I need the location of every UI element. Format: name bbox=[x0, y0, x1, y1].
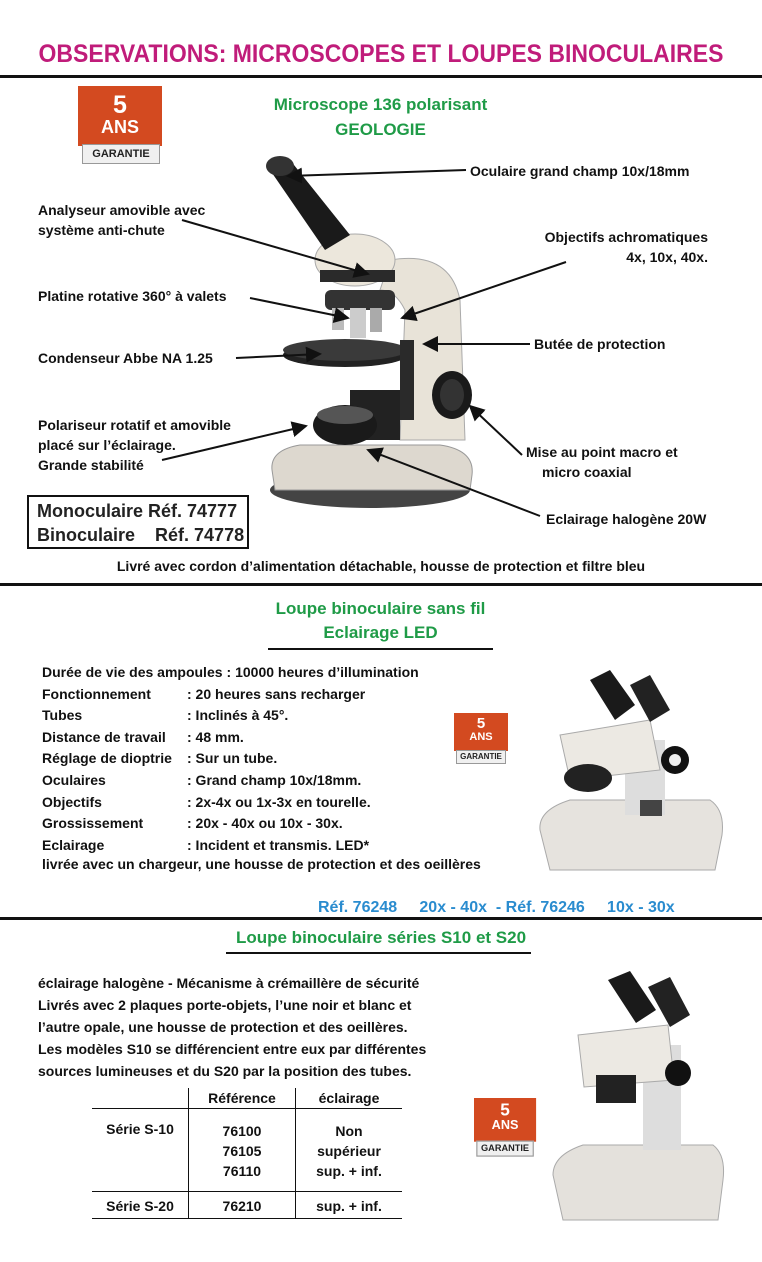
badge-years: 5 bbox=[500, 1100, 510, 1120]
spec-value: : Grand champ 10x/18mm. bbox=[187, 771, 362, 788]
table-header: Référence bbox=[189, 1088, 296, 1109]
ref-monoculaire: Monoculaire Réf. 74777 bbox=[37, 501, 238, 521]
warranty-badge-small bbox=[474, 1098, 536, 1160]
callout-objectifs bbox=[520, 227, 708, 267]
badge-garantie: GARANTIE bbox=[82, 144, 160, 164]
spec-value: : Incident et transmis. LED* bbox=[187, 836, 370, 853]
spec-value: : 20 heures sans recharger bbox=[187, 685, 366, 702]
section3-text-line: Les modèles S10 se différencient entre eux par différentes bbox=[38, 1041, 427, 1057]
callout-polariseur bbox=[38, 415, 231, 475]
callout-objectifs-line1: Objectifs achromatiques bbox=[544, 229, 708, 245]
spec-value: : 20x - 40x ou 10x - 30x. bbox=[187, 815, 343, 832]
callout-eclairage: Eclairage halogène 20W bbox=[546, 511, 707, 527]
callout-mise-au-point-line2: micro coaxial bbox=[542, 464, 632, 480]
spec-value: : Sur un tube. bbox=[187, 750, 278, 767]
section1-note: Livré avec cordon d’alimentation détachable, housse de protection et filtre bleu bbox=[116, 558, 646, 574]
section2-heading-line1: Loupe binoculaire sans fil bbox=[275, 599, 486, 618]
spec-row bbox=[42, 727, 419, 749]
table-cell: 76100 76105 76110 bbox=[189, 1109, 296, 1192]
callout-condenseur: Condenseur Abbe NA 1.25 bbox=[38, 350, 213, 366]
series-table bbox=[92, 1088, 402, 1219]
callout-oculaire: Oculaire grand champ 10x/18mm bbox=[470, 163, 690, 179]
badge-years: 5 bbox=[476, 715, 486, 732]
spec-value: : 48 mm. bbox=[187, 728, 244, 745]
divider bbox=[0, 75, 762, 78]
callout-analyseur-line2: système anti-chute bbox=[38, 222, 165, 238]
spec-key: Tubes bbox=[42, 707, 83, 724]
table-cell: Non supérieur sup. + inf. bbox=[296, 1109, 403, 1192]
spec-key: Distance de travail bbox=[42, 728, 166, 745]
spec-row bbox=[42, 662, 419, 684]
heading-underline bbox=[226, 952, 531, 954]
reference-box bbox=[27, 495, 249, 549]
table-cell: Série S-20 bbox=[106, 1198, 174, 1214]
spec-key: Objectifs bbox=[42, 793, 102, 810]
spec-key: Grossissement bbox=[42, 815, 144, 832]
badge-ans: ANS bbox=[491, 1118, 519, 1133]
table-cell: sup. + inf. bbox=[296, 1192, 403, 1219]
section2-heading-line2: Eclairage LED bbox=[323, 623, 438, 642]
callout-polariseur-line3: Grande stabilité bbox=[38, 457, 144, 473]
callout-polariseur-line2: placé sur l’éclairage. bbox=[38, 437, 176, 453]
stereo-microscope-image bbox=[530, 660, 730, 880]
warranty-badge bbox=[78, 86, 162, 168]
spec-value: : Inclinés à 45°. bbox=[187, 707, 289, 724]
microscope-image bbox=[230, 140, 510, 520]
callout-mise-au-point-line1: Mise au point macro et bbox=[526, 444, 678, 460]
spec-row bbox=[42, 684, 419, 706]
section2-refs: Réf. 76248 20x - 40x - Réf. 76246 10x - 30x bbox=[318, 899, 675, 916]
badge-years: 5 bbox=[113, 91, 127, 119]
section3-text-line: Livrés avec 2 plaques porte-objets, l’une noir et blanc et bbox=[38, 997, 412, 1013]
heading-underline bbox=[268, 648, 493, 650]
badge-ans: ANS bbox=[100, 117, 139, 137]
spec-key: Oculaires bbox=[42, 771, 106, 788]
spec-row bbox=[42, 813, 419, 835]
badge-garantie: GARANTIE bbox=[456, 750, 506, 764]
spec-key: Réglage de dioptrie bbox=[42, 750, 172, 767]
section3-heading: Loupe binoculaire séries S10 et S20 bbox=[235, 928, 527, 947]
spec-row bbox=[42, 792, 419, 814]
section2-heading bbox=[228, 597, 533, 645]
table-row bbox=[92, 1192, 402, 1219]
warranty-badge-small bbox=[454, 713, 508, 767]
spec-row bbox=[42, 835, 419, 857]
divider bbox=[0, 583, 762, 586]
divider bbox=[0, 917, 762, 920]
spec-value: : 2x-4x ou 1x-3x en tourelle. bbox=[187, 793, 371, 810]
section1-heading bbox=[228, 92, 533, 142]
section3-text bbox=[38, 972, 426, 1082]
callout-mise-au-point bbox=[526, 442, 678, 482]
table-cell: Série S-10 bbox=[106, 1121, 174, 1137]
section2-note: livrée avec un chargeur, une housse de protection et des oeillères bbox=[42, 856, 481, 872]
spec-value: : 10000 heures d’illumination bbox=[226, 664, 419, 680]
spec-key: Eclairage bbox=[42, 836, 105, 853]
callout-polariseur-line1: Polariseur rotatif et amovible bbox=[38, 417, 231, 433]
table-header: éclairage bbox=[296, 1088, 403, 1109]
table-header bbox=[92, 1088, 189, 1109]
section3-text-line: éclairage halogène - Mécanisme à crémaillère de sécurité bbox=[38, 975, 420, 991]
spec-list bbox=[42, 662, 419, 856]
badge-ans: ANS bbox=[469, 731, 493, 743]
spec-row bbox=[42, 705, 419, 727]
section1-heading-line2: GEOLOGIE bbox=[335, 120, 426, 139]
callout-analyseur-line1: Analyseur amovible avec bbox=[38, 202, 206, 218]
stereo-microscope-s10-image bbox=[548, 965, 728, 1230]
page-title: OBSERVATIONS: MICROSCOPES ET LOUPES BINOCULAIRES bbox=[38, 40, 724, 68]
ref-binoculaire: Binoculaire Réf. 74778 bbox=[37, 525, 245, 545]
spec-row bbox=[42, 770, 419, 792]
callout-butee: Butée de protection bbox=[534, 336, 666, 352]
badge-garantie: GARANTIE bbox=[476, 1141, 534, 1157]
section3-text-line: sources lumineuses et du S20 par la position des tubes. bbox=[38, 1063, 412, 1079]
spec-row bbox=[42, 748, 419, 770]
callout-platine: Platine rotative 360° à valets bbox=[38, 288, 227, 304]
callout-analyseur bbox=[38, 200, 205, 240]
section3-text-line: l’autre opale, une housse de protection et des oeillères. bbox=[38, 1019, 408, 1035]
section1-heading-line1: Microscope 136 polarisant bbox=[273, 95, 488, 114]
spec-key: Durée de vie des ampoules bbox=[42, 664, 223, 680]
table-row bbox=[92, 1109, 402, 1192]
table-cell: 76210 bbox=[189, 1192, 296, 1219]
spec-key: Fonctionnement bbox=[42, 685, 151, 702]
callout-objectifs-line2: 4x, 10x, 40x. bbox=[626, 249, 708, 265]
